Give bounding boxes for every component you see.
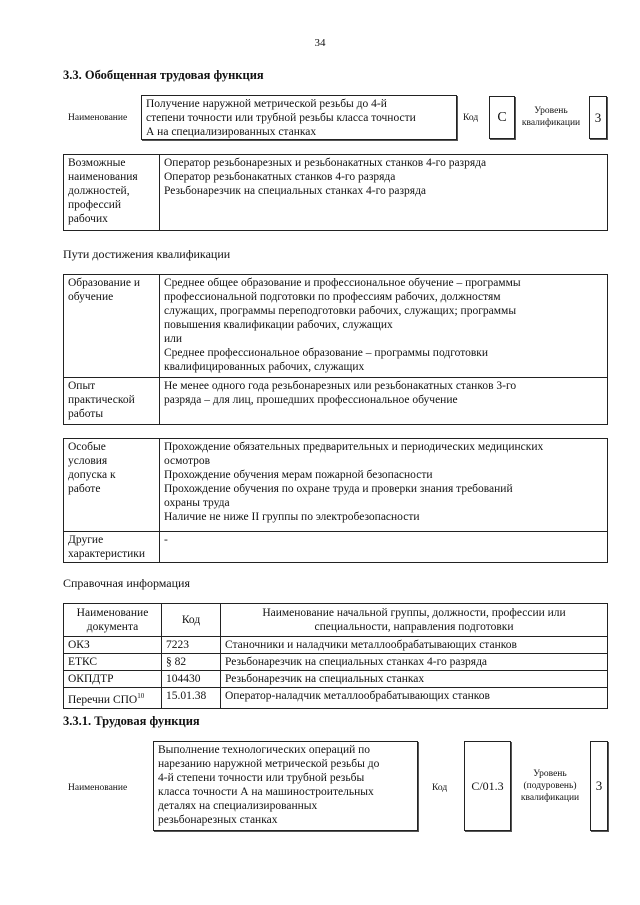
page-number: 34 bbox=[314, 37, 326, 49]
education-label: Образование и обучение bbox=[64, 275, 160, 378]
function-name-box bbox=[141, 95, 457, 140]
reference-code: 15.01.38 bbox=[162, 688, 221, 709]
positions-values: Оператор резьбонарезных и резьбонакатных станков 4-го разряда Оператор резьбонакатных станков 4-го разряда Резьбонарезчик на специальных станках 4-го разряда bbox=[160, 155, 608, 231]
section-heading-3-3-1: 3.3.1. Трудовая функция bbox=[63, 714, 200, 728]
positions-label: Возможные наименования должностей, профессий рабочих bbox=[64, 155, 160, 231]
reference-name: Резьбонарезчик на специальных станках 4-го разряда bbox=[221, 654, 608, 671]
positions-table bbox=[63, 154, 608, 231]
reference-info-title: Справочная информация bbox=[63, 576, 190, 590]
special-conditions-table bbox=[63, 438, 608, 563]
reference-doc: ОКЗ bbox=[64, 637, 162, 654]
code-label: Код bbox=[463, 113, 479, 123]
level-value: 3 bbox=[590, 741, 608, 831]
table-row bbox=[64, 671, 608, 688]
labor-function-name-box: Выполнение технологических операций по нарезанию наружной метрической резьбы до 4-й степени точности или трубной резьбы класса точности А на машиностроительных деталях на специализированных резьбонарезных станках bbox=[153, 741, 418, 831]
qualification-paths-title: Пути достижения квалификации bbox=[63, 247, 231, 261]
experience-label: Опыт практической работы bbox=[64, 378, 160, 425]
education-value: Среднее общее образование и профессиональное обучение – программы профессиональной подготовки по профессиям рабочих, должностям служащих, программы переподготовки рабочих, служащих; программы повышения квалификации рабочих, служащих или Среднее профессиональное образование – программы подготовки квалифицированных рабочих, служащих bbox=[160, 275, 608, 378]
table-row bbox=[64, 637, 608, 654]
code-value: C/01.3 bbox=[464, 741, 511, 831]
other-characteristics-label: Другие характеристики bbox=[64, 532, 160, 563]
reference-header-code: Код bbox=[162, 604, 221, 637]
reference-header-doc: Наименование документа bbox=[64, 604, 162, 637]
function-name-line: Получение наружной метрической резьбы до 4-й bbox=[146, 98, 387, 110]
reference-doc: Перечни СПО$^{10}$ bbox=[64, 688, 162, 709]
footnote-marker: 10 bbox=[137, 692, 145, 700]
function-name-line: степени точности или трубной резьбы класса точности bbox=[146, 112, 416, 124]
table-row bbox=[64, 654, 608, 671]
qualification-paths-table bbox=[63, 274, 608, 425]
function-name-line: А на специализированных станках bbox=[146, 126, 317, 138]
experience-value: Не менее одного года резьбонарезных или резьбонакатных станков 3-го разряда – для лиц, прошедших профессиональное обучение bbox=[160, 378, 608, 425]
reference-name: Станочники и наладчики металлообрабатывающих станков bbox=[221, 637, 608, 654]
code-value: C bbox=[489, 96, 515, 139]
other-characteristics-value: - bbox=[160, 532, 608, 563]
table-row bbox=[64, 688, 608, 709]
level-label: Уровень (подуровень) квалификации bbox=[520, 769, 580, 803]
reference-name: Оператор-наладчик металлообрабатывающих станков bbox=[221, 688, 608, 709]
reference-code: 104430 bbox=[162, 671, 221, 688]
reference-doc: ОКПДТР bbox=[64, 671, 162, 688]
reference-name: Резьбонарезчик на специальных станках bbox=[221, 671, 608, 688]
name-label: Наименование bbox=[68, 783, 128, 793]
level-label: Уровень квалификации bbox=[521, 106, 581, 128]
reference-table bbox=[63, 603, 608, 709]
reference-code: § 82 bbox=[162, 654, 221, 671]
reference-doc: ЕТКС bbox=[64, 654, 162, 671]
section-heading-3-3: 3.3. Обобщенная трудовая функция bbox=[63, 68, 264, 82]
special-conditions-value: Прохождение обязательных предварительных и периодических медицинских осмотров Прохождение обучения мерам пожарной безопасности Прохождение обучения по охране труда и проверки знания требований охраны труда Наличие не ниже II группы по электробезопасности bbox=[160, 439, 608, 532]
level-value: 3 bbox=[589, 96, 607, 139]
name-label: Наименование bbox=[68, 113, 128, 123]
special-conditions-label: Особые условия допуска к работе bbox=[64, 439, 160, 532]
reference-header-name: Наименование начальной группы, должности, профессии или специальности, направления подготовки bbox=[221, 604, 608, 637]
reference-code: 7223 bbox=[162, 637, 221, 654]
code-label: Код bbox=[432, 783, 448, 793]
